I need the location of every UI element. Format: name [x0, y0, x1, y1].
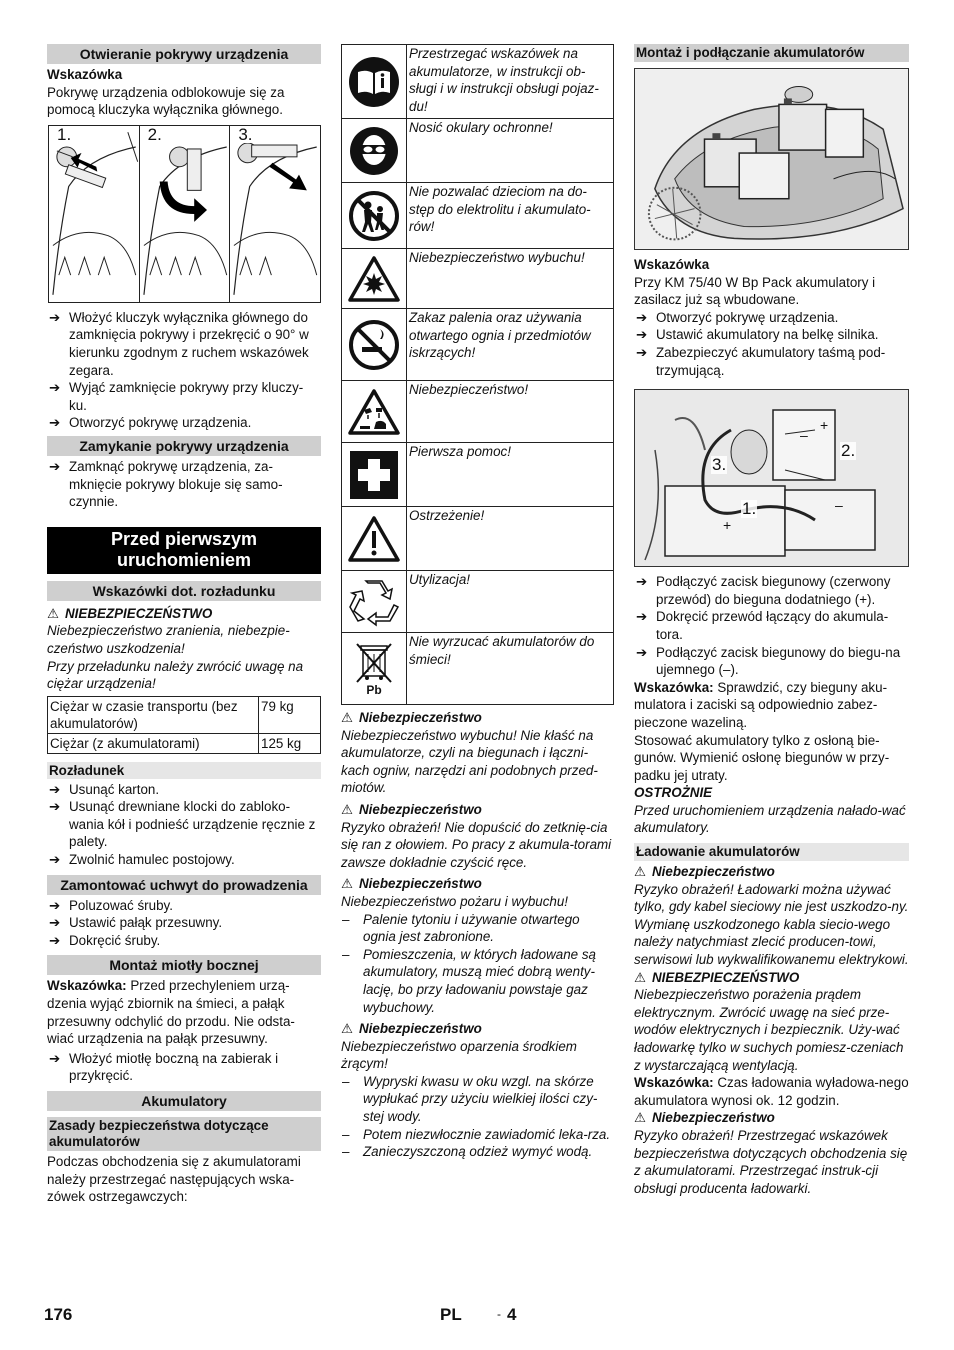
table-cell: Pierwsza pomoc!	[407, 443, 614, 507]
list-item: – Wypryski kwasu w oku wzgl. na skórze wypłukać przy użyciu wielkiej ilości czy-stej wody.	[342, 1073, 598, 1125]
danger-heading: ⚠ Niebezpieczeństwo	[341, 710, 482, 725]
table-row	[48, 733, 321, 753]
table-row	[342, 45, 614, 119]
warning-text: Niebezpieczeństwo pożaru i wybuchu!	[341, 893, 569, 909]
section-heading-zamykanie: Zamykanie pokrywy urządzenia	[47, 436, 321, 456]
note-text: Wskazówka: Sprawdzić, czy bieguny aku-mulatora i zaciski są odpowiednio zabez-pieczone wazeliną.	[634, 679, 888, 730]
warning-triangle-icon: ⚠	[341, 710, 354, 725]
table-cell: Ostrzeżenie!	[407, 507, 614, 571]
step-number: 2.	[147, 125, 162, 144]
section-heading-otwieranie: Otwieranie pokrywy urządzenia	[47, 44, 321, 64]
corrosive-icon	[348, 388, 400, 436]
table-row	[342, 381, 614, 443]
note-text: Pokrywę urządzenia odblokowuje się za pomocą kluczyka wyłącznika głównego.	[47, 84, 285, 118]
key-insert-illustration	[49, 126, 139, 302]
list-item: ➔ Poluzować śruby.	[49, 897, 173, 913]
warning-text: Niebezpieczeństwo zranienia, niebezpie-czeństwo uszkodzenia!	[47, 623, 290, 656]
table-cell: Nie wyrzucać akumulatorów do śmieci!	[407, 633, 614, 705]
figure-step-2	[140, 126, 231, 302]
table-row	[342, 507, 614, 571]
table-cell: Utylizacja!	[407, 571, 614, 633]
warning-text: Niebezpieczeństwo porażenia prądem elektrycznym. Zwrócić uwagę na sieć prze-wodów elektrycznych i bezpiecznik. Uży-wać ładowarkę tylko w suchych pomiesz-czeniach z wystarczającą wentylacją.	[634, 987, 904, 1073]
list-item: ➔ Włożyć miotłę boczną na zabierak i przykręcić.	[49, 1050, 279, 1084]
table-row	[342, 249, 614, 309]
weights-table	[47, 696, 321, 754]
column-left	[47, 44, 321, 1208]
body-text: Stosować akumulatory tylko z osłoną bie-gunów. Wymienić osłonę biegunów w przy-padku jej utraty.	[634, 732, 890, 783]
warning-text: Niebezpieczeństwo oparzenia środkiem żrącym!	[341, 1038, 577, 1072]
footer-dash: -	[497, 1307, 501, 1321]
warning-icon	[348, 515, 400, 563]
warning-triangle-icon: ⚠	[341, 876, 354, 892]
list-item: ➔ Podłączyć zacisk biegunowy (czerwony przewód) do bieguna dodatniego (+).	[636, 574, 891, 607]
list-item: ➔ Usunąć drewniane klocki do zabloko-wania kół i podnieść urządzenie ręcznie z palety.	[49, 799, 316, 850]
figure-lid-opening-steps	[48, 125, 321, 303]
language-code: PL	[440, 1305, 462, 1324]
page-number: 176	[44, 1305, 73, 1324]
table-row	[342, 119, 614, 183]
column-right	[634, 44, 909, 1199]
list-item: ➔ Usunąć karton.	[49, 781, 160, 797]
table-cell: 125 kg	[259, 733, 321, 753]
step-number: 1.	[57, 125, 72, 144]
list-item: ➔ Otworzyć pokrywę urządzenia.	[49, 415, 252, 431]
recycle-icon	[348, 577, 400, 627]
list-item: ➔ Ustawić akumulatory na belkę silnika.	[636, 327, 879, 343]
note-text: Przy KM 75/40 W Bp Pack akumulatory i zasilacz już są wbudowane.	[634, 274, 876, 308]
warning-text: Przy przeładunku należy zwrócić uwagę na ciężar urządzenia!	[47, 658, 304, 692]
callout-label: 1.	[742, 499, 757, 519]
table-row	[48, 696, 321, 733]
section-heading-ladowanie: Ładowanie akumulatorów	[634, 843, 909, 861]
list-item: ➔ Dokręcić przewód łączący do akumula-tora.	[636, 609, 889, 642]
chapter-heading: Przed pierwszym uruchomieniem	[47, 527, 321, 574]
table-cell: Ciężar (z akumulatorami)	[48, 733, 259, 753]
danger-heading: ⚠ NIEBEZPIECZEŃSTWO	[47, 605, 213, 621]
list-item: ➔ Ustawić pałąk przesuwny.	[49, 915, 223, 931]
no-bin-pb-icon	[349, 640, 399, 684]
manual-icon	[348, 56, 400, 108]
pb-label: Pb	[366, 683, 382, 697]
warning-text: Ryzyko obrażeń! Nie dopuścić do zetknię-cia się ran z ołowiem. Po pracy z akumula-torami zawsze dokładnie czyścić ręce.	[341, 819, 612, 870]
callout-label: 3.	[712, 455, 727, 475]
callout-label: 2.	[841, 441, 856, 461]
battery-safety-table	[341, 44, 614, 705]
figure-step-1	[49, 126, 140, 302]
section-heading-montaz: Montaż i podłączanie akumulatorów	[634, 44, 909, 62]
warning-triangle-icon: ⚠	[634, 1110, 647, 1126]
table-cell: Nie pozwalać dzieciom na do-stęp do elektrolitu i akumulato-rów!	[407, 183, 614, 249]
danger-heading: ⚠ Niebezpieczeństwo	[634, 1110, 775, 1126]
battery-wiring-photo	[635, 390, 908, 566]
photo-battery-wiring	[634, 389, 909, 567]
figure-step-3	[230, 126, 320, 302]
table-row	[342, 443, 614, 507]
table-cell: Niebezpieczeństwo!	[407, 381, 614, 443]
no-children-icon	[348, 190, 400, 242]
table-cell: 79 kg	[259, 696, 321, 733]
list-item: ➔ Otworzyć pokrywę urządzenia.	[636, 309, 839, 325]
warning-triangle-icon: ⚠	[47, 605, 60, 621]
battery-compartment-photo	[635, 69, 908, 249]
table-row	[342, 633, 614, 705]
table-cell: Zakaz palenia oraz używania otwartego ognia i przedmiotów iskrzących!	[407, 309, 614, 381]
photo-batteries-installed	[634, 68, 909, 250]
caution-text: Przed uruchomieniem urządzenia nałado-wać akumulatory.	[634, 802, 906, 836]
table-row	[342, 309, 614, 381]
table-row	[342, 571, 614, 633]
list-item: ➔ Włożyć kluczyk wyłącznika głównego do zamknięcia pokrywy i przekręcić o 90° w kierunku zgodnym z ruchem wskazówek zegara.	[49, 309, 309, 378]
subsection-heading-rozladunek: Rozładunek	[47, 762, 321, 779]
list-item: – Palenie tytoniu i używanie otwartego ognia jest zabronione.	[342, 911, 580, 945]
svg-text:+: +	[723, 517, 732, 534]
goggles-icon	[349, 126, 399, 176]
warning-text: Niebezpieczeństwo wybuchu! Nie kłaść na akumulatorze, czyli na biegunach i łączni-kach ogniw, narzędzi ani podobnych przed-miotów.	[341, 727, 598, 796]
explosion-icon	[348, 255, 400, 303]
note-text: Wskazówka: Czas ładowania wyładowa-nego akumulatora wynosi ok. 12 godzin.	[634, 1075, 909, 1108]
table-cell: Niebezpieczeństwo wybuchu!	[407, 249, 614, 309]
list-item: – Potem niezwłocznie zawiadomić leka-rza.	[342, 1126, 611, 1142]
svg-text:+: +	[820, 417, 829, 434]
danger-heading: ⚠ Niebezpieczeństwo	[341, 876, 482, 892]
svg-text:–: –	[800, 427, 808, 444]
sub-page-number: 4	[507, 1305, 517, 1324]
warning-triangle-icon: ⚠	[341, 801, 354, 817]
warning-triangle-icon: ⚠	[634, 969, 647, 985]
warning-triangle-icon: ⚠	[341, 1021, 354, 1037]
section-heading-miotla: Montaż miotły bocznej	[47, 955, 321, 975]
table-row	[342, 183, 614, 249]
column-middle	[341, 44, 614, 1161]
list-item: ➔ Zabezpieczyć akumulatory taśmą pod-trzymującą.	[636, 344, 886, 378]
note-label: Wskazówka	[634, 257, 710, 272]
list-item: ➔ Zamknąć pokrywę urządzenia, za-mknięcie pokrywy blokuje się samo-czynnie.	[49, 458, 283, 510]
table-cell: Ciężar w czasie transportu (bez akumulatorów)	[48, 696, 259, 733]
list-item: ➔ Dokręcić śruby.	[49, 932, 161, 948]
warning-text: Ryzyko obrażeń! Ładowarki można używać tylko, gdy kabel sieciowy nie jest uszkodzo-ny. Wymianę uszkodzonego kabla siecio-wego należy natychmiast zlecić producen-towi, serwisowi lub wykwalifikowanemu elektrykowi.	[634, 881, 909, 968]
svg-text:–: –	[835, 497, 843, 514]
lid-lock-removal-illustration	[230, 126, 320, 302]
section-heading-zasady: Zasady bezpieczeństwa dotyczące akumulatorów	[47, 1117, 321, 1151]
section-heading-rozladunek: Wskazówki dot. rozładunku	[47, 581, 321, 601]
warning-triangle-icon: ⚠	[634, 864, 647, 880]
list-item: ➔ Zwolnić hamulec postojowy.	[49, 852, 235, 868]
list-item: ➔ Wyjąć zamknięcie pokrywy przy kluczy-ku.	[49, 380, 304, 413]
note-text: Wskazówka: Przed przechyleniem urzą-dzenia wyjąć zbiornik na śmieci, a pałąk przesuwny odchylić do przodu. Nie odsta-wiać urządzenia na pałąk przesuwny.	[47, 978, 295, 1047]
list-item: – Pomieszczenia, w których ładowane są akumulatory, muszą mieć dobrą wenty-lację, bo przy ładowaniu powstaje gaz wybuchowy.	[342, 946, 596, 1015]
section-heading-akumulatory: Akumulatory	[47, 1091, 321, 1111]
list-item: – Zanieczyszczoną odzież wymyć wodą.	[342, 1144, 593, 1160]
key-turn-illustration	[140, 126, 230, 302]
list-item: ➔ Podłączyć zacisk biegunowy do biegu-na ujemnego (–).	[636, 644, 901, 678]
no-fire-icon	[348, 319, 400, 371]
first-aid-icon	[349, 450, 399, 500]
danger-heading: ⚠ Niebezpieczeństwo	[634, 864, 775, 880]
section-heading-uchwyt: Zamontować uchwyt do prowadzenia	[47, 875, 321, 895]
table-cell: Nosić okulary ochronne!	[407, 119, 614, 183]
caution-heading: OSTROŻNIE	[634, 785, 713, 801]
table-cell: Przestrzegać wskazówek na akumulatorze, w instrukcji ob-sługi i w instrukcji obsługi pojaz-du!	[407, 45, 614, 119]
danger-heading: ⚠ Niebezpieczeństwo	[341, 801, 482, 817]
danger-heading: ⚠ NIEBEZPIECZEŃSTWO	[634, 969, 800, 985]
danger-heading: ⚠ Niebezpieczeństwo	[341, 1021, 482, 1037]
step-number: 3.	[238, 125, 253, 144]
warning-text: Ryzyko obrażeń! Przestrzegać wskazówek bezpieczeństwa dotyczących obchodzenia się z akumulatorami. Przestrzegać instruk-cji obsługi producenta ładowarki.	[634, 1127, 908, 1196]
body-text: Podczas obchodzenia się z akumulatorami należy przestrzegać następujących wska-zówek ostrzegawczych:	[47, 1154, 301, 1205]
note-label: Wskazówka	[47, 67, 123, 82]
